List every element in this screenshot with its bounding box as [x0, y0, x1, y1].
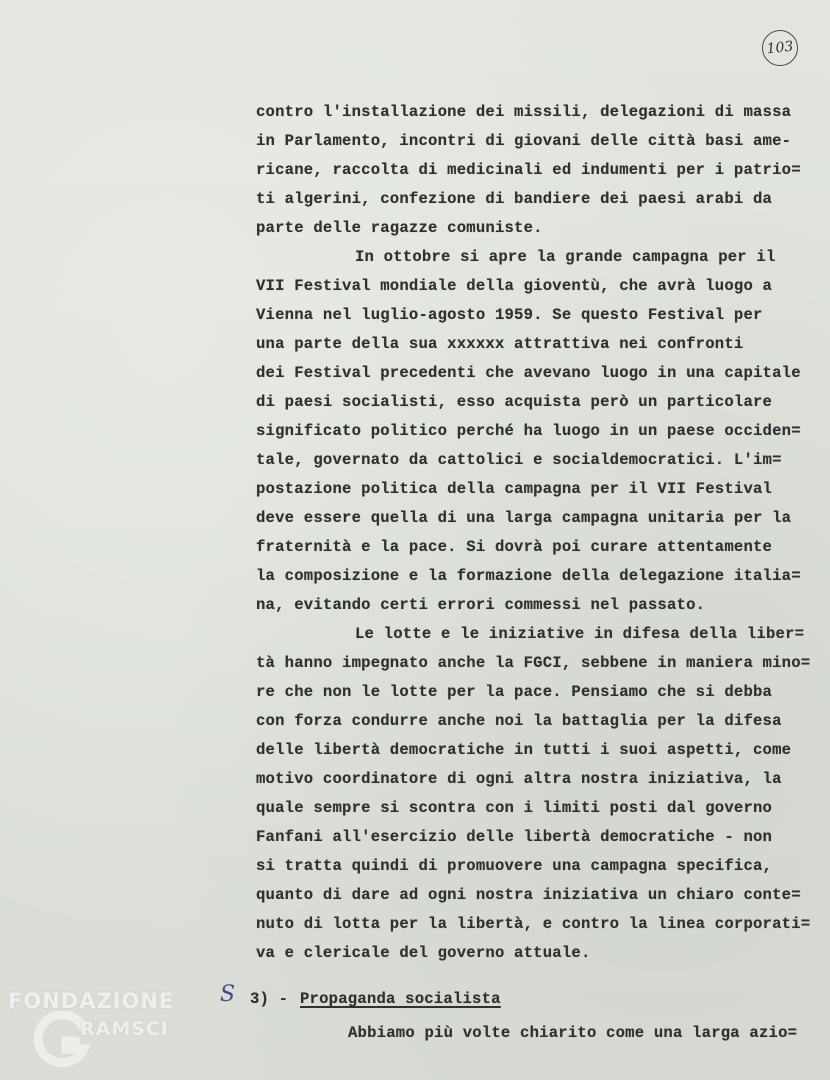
page-number: 103 [760, 28, 800, 68]
watermark-line1: FONDAZIONE [8, 989, 175, 1013]
text-line: quanto di dare ad ogni nostra iniziativa un chiaro conte= [256, 886, 801, 904]
text-line: dei Festival precedenti che avevano luogo in una capitale [256, 364, 801, 382]
text-line: VII Festival mondiale della gioventù, che avrà luogo a [256, 277, 773, 295]
text-line: postazione politica della campagna per il VII Festival [256, 480, 773, 498]
text-line: va e clericale del governo attuale. [256, 944, 591, 962]
watermark-line2: RAMSCI [80, 1018, 169, 1040]
text-line: in Parlamento, incontri di giovani delle città basi ame- [256, 132, 792, 150]
text-line: ricane, raccolta di medicinali ed indumenti per i patrio= [256, 161, 801, 179]
text-line: motivo coordinatore di ogni altra nostra iniziativa, la [256, 770, 782, 788]
text-line: tale, governato da cattolici e socialdemocratici. L'im= [256, 451, 782, 469]
text-line: Abbiamo più volte chiarito come una larga azio= [348, 1024, 798, 1042]
text-line: una parte della sua xxxxxx attrattiva nei confronti [256, 335, 744, 353]
text-line: nuto di lotta per la libertà, e contro la linea corporati= [256, 915, 811, 933]
text-line: si tratta quindi di promuovere una campagna specifica, [256, 857, 773, 875]
text-line: la composizione e la formazione della delegazione italia= [256, 567, 801, 585]
text-line: delle libertà democratiche in tutti i suoi aspetti, come [256, 741, 792, 759]
section-heading: Propaganda socialista [300, 990, 501, 1008]
text-line: quale sempre si scontra con i limiti posti dal governo [256, 799, 773, 817]
text-line: na, evitando certi errori commessi nel passato. [256, 596, 706, 614]
text-line: parte delle ragazze comuniste. [256, 219, 543, 237]
text-line: con forza condurre anche noi la battaglia per la difesa [256, 712, 782, 730]
text-line: fraternità e la pace. Si dovrà poi curare attentamente [256, 538, 773, 556]
archive-watermark [0, 985, 210, 1080]
text-line: di paesi socialisti, esso acquista però un particolare [256, 393, 773, 411]
text-line: contro l'installazione dei missili, delegazioni di massa [256, 103, 792, 121]
margin-annotation: S [220, 982, 236, 1007]
text-line: Fanfani all'esercizio delle libertà democratiche - non [256, 828, 773, 846]
text-line: Le lotte e le iniziative in difesa della liber= [355, 625, 805, 643]
text-line: significato politico perché ha luogo in un paese occiden= [256, 422, 801, 440]
text-line: deve essere quella di una larga campagna unitaria per la [256, 509, 792, 527]
text-line: tà hanno impegnato anche la FGCI, sebbene in maniera mino= [256, 654, 811, 672]
section-number: 3) - [250, 990, 289, 1008]
text-line: Vienna nel luglio-agosto 1959. Se questo Festival per [256, 306, 763, 324]
text-line: re che non le lotte per la pace. Pensiamo che si debba [256, 683, 773, 701]
text-line: In ottobre si apre la grande campagna per il [355, 248, 776, 266]
text-line: ti algerini, confezione di bandiere dei paesi arabi da [256, 190, 773, 208]
